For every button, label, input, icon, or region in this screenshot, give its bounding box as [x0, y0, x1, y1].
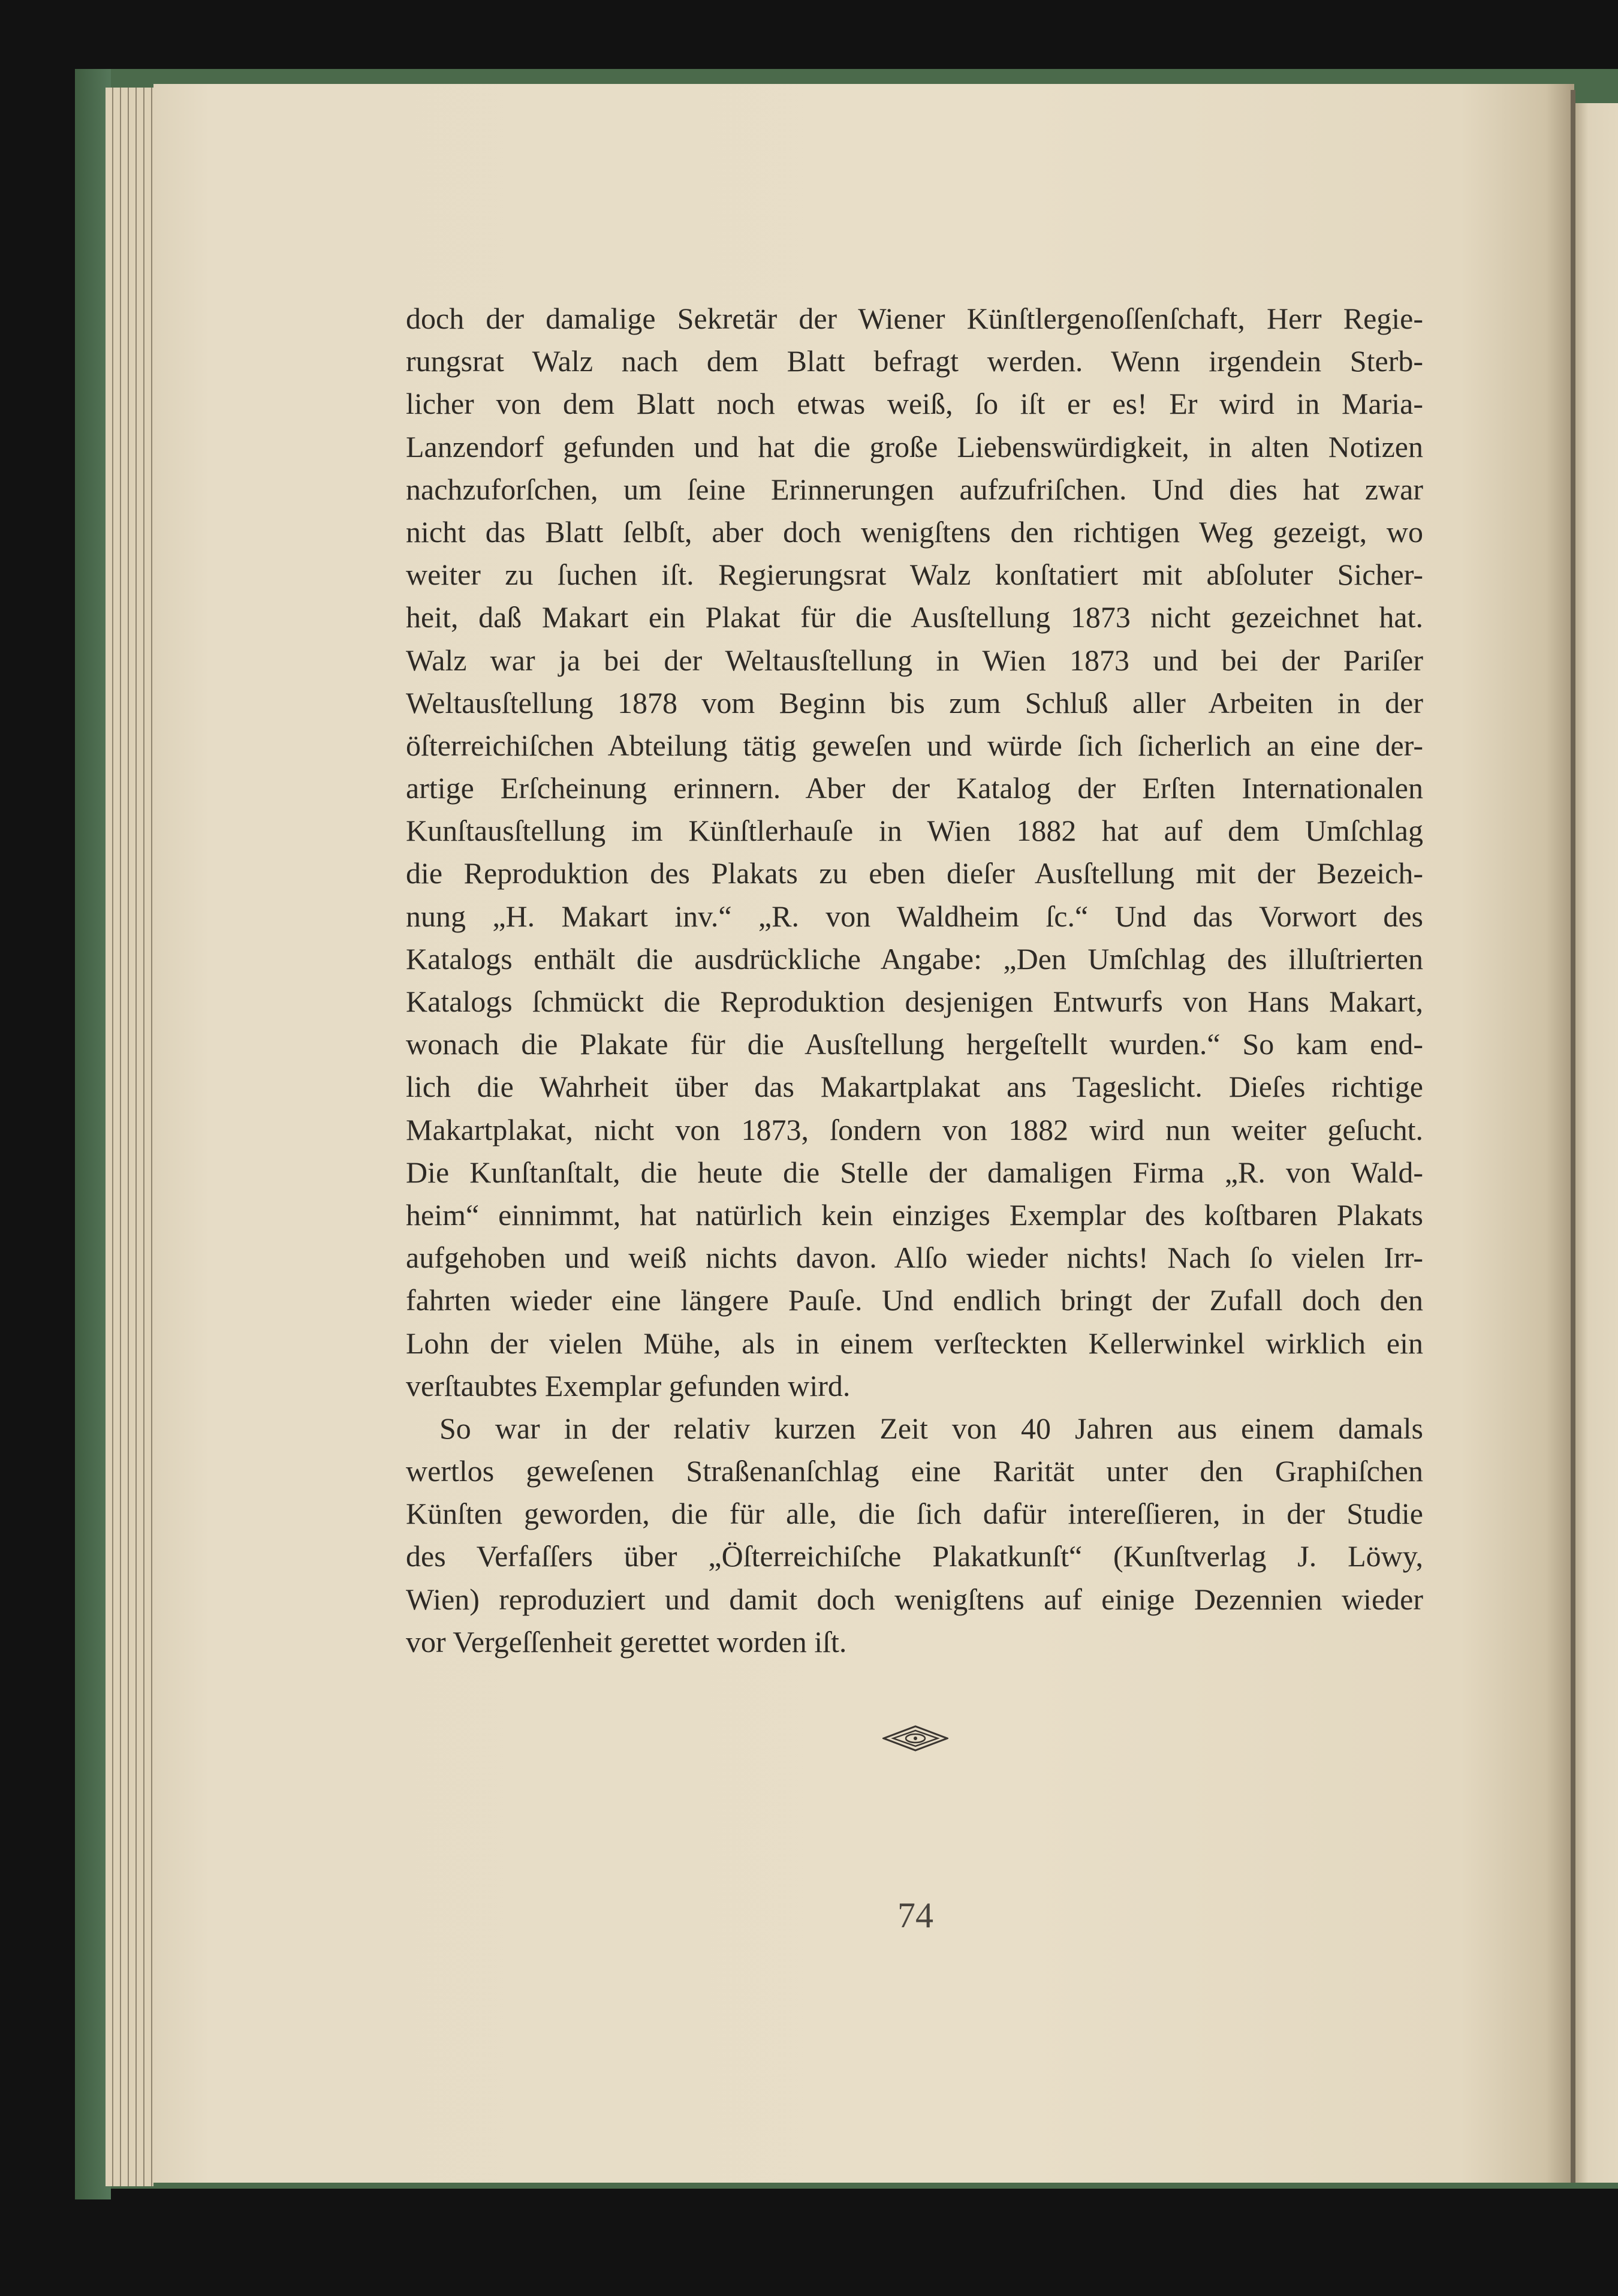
text-line: Wien) reproduziert und damit doch wenigſtens auf einige Dezennien wieder	[406, 1582, 1423, 1616]
text-line: weiter zu ſuchen iſt. Regierungsrat Walz konſtatiert mit abſoluter Sicher-	[406, 558, 1423, 592]
text-line: vor Vergeſſenheit gerettet worden iſt.	[406, 1624, 847, 1659]
page-edges	[106, 88, 153, 2186]
text-line: öſterreichiſchen Abteilung tätig geweſen und würde ſich ſicherlich an eine der-	[406, 728, 1423, 762]
text-line: Katalogs ſchmückt die Reproduktion desjenigen Entwurfs von Hans Makart,	[406, 985, 1423, 1018]
text-line: nachzuforſchen, um ſeine Erinnerungen aufzufriſchen. Und dies hat zwar	[406, 472, 1423, 506]
text-line: heit, daß Makart ein Plakat für die Ausſtellung 1873 nicht gezeichnet hat.	[406, 600, 1423, 634]
text-line: Katalogs enthält die ausdrückliche Angabe: „Den Umſchlag des illuſtrierten	[406, 941, 1423, 976]
text-line: des Verfaſſers über „Öſterreichiſche Plakatkunſt“ (Kunſtverlag J. Löwy,	[406, 1539, 1423, 1573]
paragraph	[406, 1407, 1423, 1663]
text-line: Künſten geworden, die für alle, die ſich dafür intereſſieren, in der Studie	[406, 1497, 1423, 1531]
text-line: doch der damalige Sekretär der Wiener Künſtlergenoſſenſchaft, Herr Regie-	[406, 302, 1423, 335]
text-line: Lohn der vielen Mühe, als in einem verſteckten Kellerwinkel wirklich ein	[406, 1326, 1423, 1360]
text-line: rungsrat Walz nach dem Blatt befragt werden. Wenn irgendein Sterb-	[406, 344, 1423, 378]
text-line: aufgehoben und weiß nichts davon. Alſo wieder nichts! Nach ſo vielen Irr-	[406, 1241, 1423, 1275]
gutter	[1571, 90, 1575, 2183]
paragraph	[406, 297, 1423, 1407]
text-line: die Reproduktion des Plakats zu eben dieſer Ausſtellung mit der Bezeich-	[406, 856, 1423, 890]
text-line: Die Kunſtanſtalt, die heute die Stelle der damaligen Firma „R. von Wald-	[406, 1155, 1423, 1189]
text-line: Walz war ja bei der Weltausſtellung in Wien 1873 und bei der Pariſer	[406, 643, 1423, 677]
text-line: Weltausſtellung 1878 vom Beginn bis zum Schluß aller Arbeiten in der	[406, 685, 1423, 720]
text-line: So war in der relativ kurzen Zeit von 40 Jahren aus einem damals	[439, 1411, 1423, 1445]
text-line: heim“ einnimmt, hat natürlich kein einziges Exemplar des koſtbaren Plakats	[406, 1197, 1423, 1232]
text-line: wertlos geweſenen Straßenanſchlag eine Rarität unter den Graphiſchen	[406, 1454, 1423, 1488]
text-line: verſtaubtes Exemplar gefunden wird.	[406, 1368, 851, 1403]
text-line: nicht das Blatt ſelbſt, aber doch wenigſtens den richtigen Weg gezeigt, wo	[406, 514, 1423, 549]
diamond-ornament-icon	[882, 1725, 948, 1752]
facing-page	[1575, 103, 1618, 2183]
text-line: Kunſtausſtellung im Künſtlerhauſe in Wien 1882 hat auf dem Umſchlag	[406, 814, 1423, 848]
text-block	[406, 297, 1423, 1663]
text-line: lich die Wahrheit über das Makartplakat ans Tageslicht. Dieſes richtige	[406, 1070, 1423, 1104]
text-line: fahrten wieder eine längere Pauſe. Und endlich bringt der Zufall doch den	[406, 1283, 1423, 1317]
page-number: 74	[897, 1895, 933, 1935]
text-line: artige Erſcheinung erinnern. Aber der Katalog der Erſten Internationalen	[406, 771, 1423, 805]
text-line: licher von dem Blatt noch etwas weiß, ſo iſt er es! Er wird in Maria-	[406, 387, 1423, 421]
text-line: wonach die Plakate für die Ausſtellung hergeſtellt wurden.“ So kam end-	[406, 1027, 1423, 1061]
text-line: nung „H. Makart inv.“ „R. von Waldheim ſc.“ Und das Vorwort des	[406, 899, 1423, 933]
text-line: Makartplakat, nicht von 1873, ſondern von 1882 wird nun weiter geſucht.	[406, 1112, 1423, 1147]
text-line: Lanzendorf gefunden und hat die große Liebenswürdigkeit, in alten Notizen	[406, 429, 1423, 464]
